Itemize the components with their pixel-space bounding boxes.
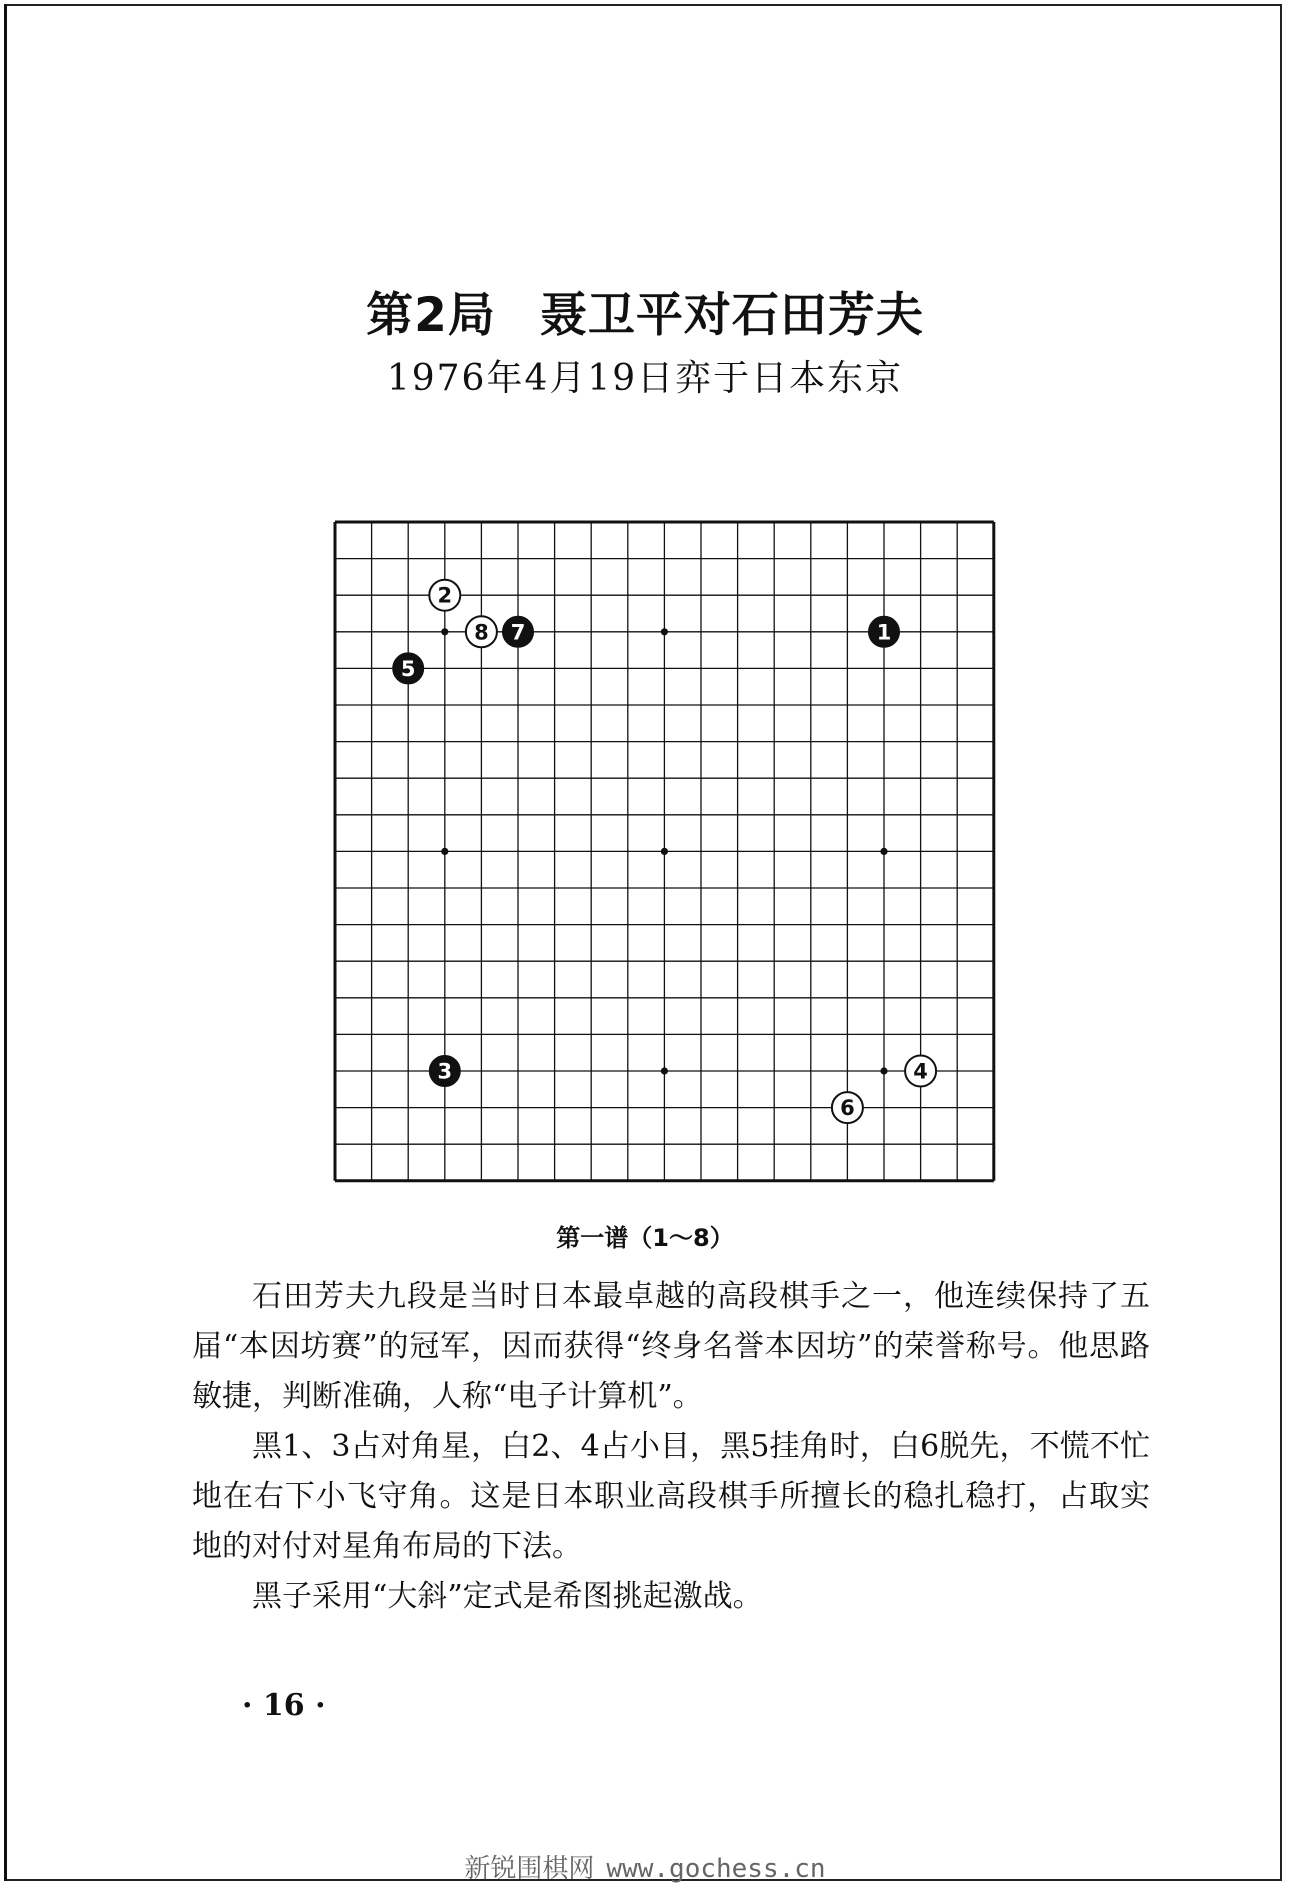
move-number: 3 [437,1059,453,1084]
diagram-caption: 第一谱（1～8） [556,1224,734,1252]
star-point [880,1067,887,1074]
footer-url: www.gochess.cn [606,1854,826,1884]
move-number: 1 [876,620,892,645]
star-point [661,628,668,635]
paragraph-2: 黑1、3占对角星，白2、4占小目，黑5挂角时，白6脱先，不慌不忙地在右下小飞守角。这是日本职业高段棋手所擅长的稳扎稳打，占取实地的对付对星角布局的下法。 [192,1429,1150,1564]
footer-site: 新锐围棋网 [464,1854,595,1884]
move-number: 4 [913,1059,928,1084]
move-number: 8 [474,620,489,645]
star-point [880,848,887,855]
game-date-location: 1976年4月19日弈于日本东京 [386,358,904,399]
page-number: · 16 · [242,1688,326,1723]
commentary [192,1272,1150,1622]
move-number: 5 [400,656,416,681]
star-point [441,628,448,635]
move-number: 6 [840,1096,855,1121]
watermark-footer [0,1848,1290,1885]
move-number: 2 [437,583,453,608]
paragraph-3: 黑子采用“大斜”定式是希图挑起激战。 [252,1579,763,1614]
game-number: 第2局 [366,288,496,343]
star-point [661,1067,668,1074]
go-board [330,517,996,1183]
game-title [0,278,1290,345]
star-point [441,848,448,855]
game-players: 聂卫平对石田芳夫 [539,288,924,343]
move-number: 7 [510,620,526,645]
star-point [661,848,668,855]
go-board-diagram [330,517,996,1183]
paragraph-1: 石田芳夫九段是当时日本最卓越的高段棋手之一，他连续保持了五届“本因坊赛”的冠军，因而获得“终身名誉本因坊”的荣誉称号。他思路敏捷，判断准确，人称“电子计算机”。 [192,1279,1150,1414]
